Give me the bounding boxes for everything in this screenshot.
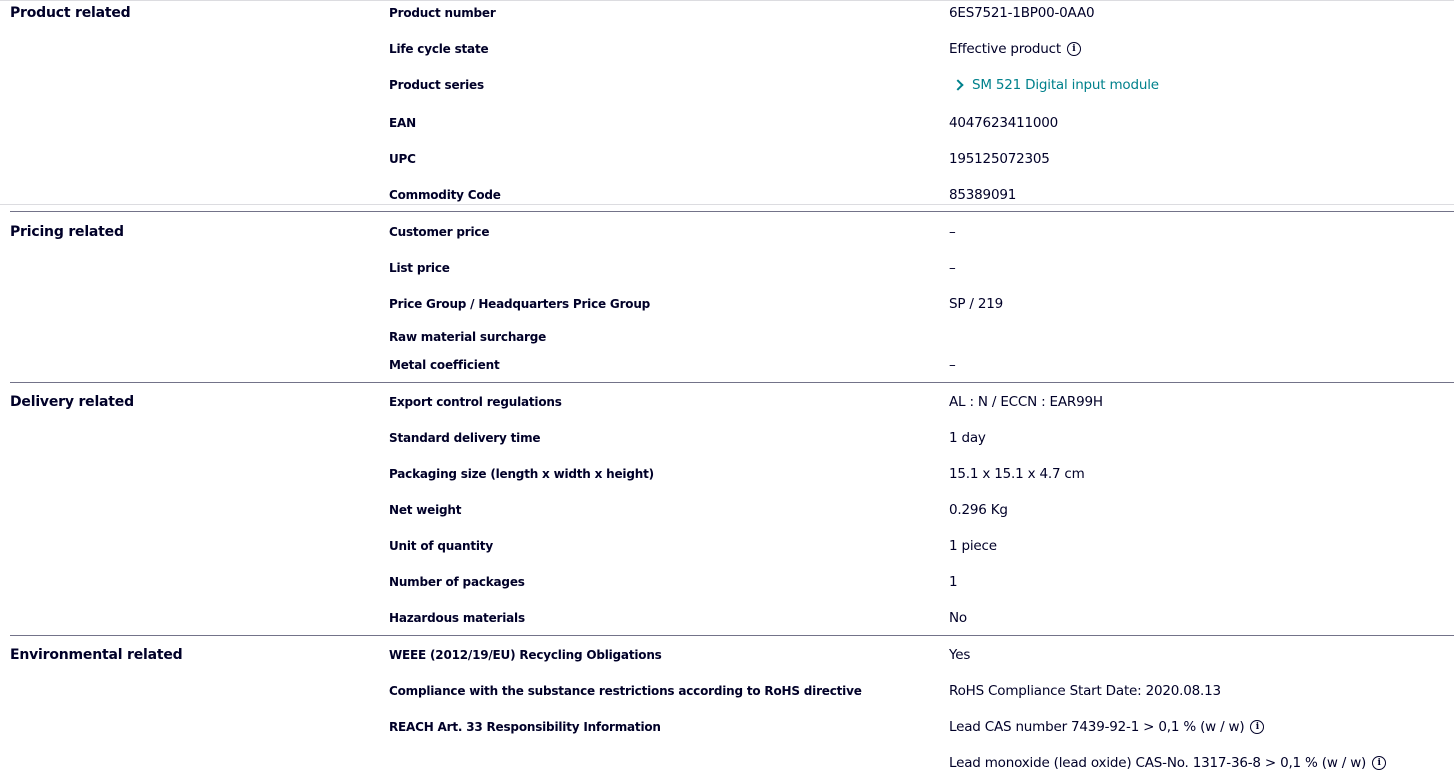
value-ean: 4047623411000 xyxy=(949,115,1059,131)
row-rohs xyxy=(0,681,1454,701)
row-number-of-packages xyxy=(0,572,1454,592)
value-net-weight: 0.296 Kg xyxy=(949,502,1008,518)
label-price-group: Price Group / Headquarters Price Group xyxy=(389,297,651,311)
section-divider xyxy=(10,382,1454,383)
value-packaging-size: 15.1 x 15.1 x 4.7 cm xyxy=(949,466,1085,482)
label-export-control: Export control regulations xyxy=(389,395,562,409)
label-weee: WEEE (2012/19/EU) Recycling Obligations xyxy=(389,648,662,662)
label-list-price: List price xyxy=(389,261,450,275)
value-customer-price: – xyxy=(949,224,956,240)
reach-lead-text: Lead CAS number 7439-92-1 > 0,1 % (w / w) xyxy=(949,719,1245,735)
row-net-weight xyxy=(0,500,1454,520)
value-weee: Yes xyxy=(949,647,971,663)
label-packaging-size: Packaging size (length x width x height) xyxy=(389,467,654,481)
row-ean xyxy=(0,113,1454,133)
section-divider xyxy=(10,635,1454,636)
value-hazardous-materials: No xyxy=(949,610,967,626)
label-hazardous-materials: Hazardous materials xyxy=(389,611,525,625)
label-ean: EAN xyxy=(389,116,416,130)
row-life-cycle-state xyxy=(0,39,1454,59)
row-price-group xyxy=(0,294,1454,314)
row-upc xyxy=(0,149,1454,169)
value-standard-delivery-time: 1 day xyxy=(949,430,986,446)
row-commodity-code xyxy=(0,185,1454,205)
info-circle-icon[interactable]: i xyxy=(1372,756,1386,770)
value-rohs: RoHS Compliance Start Date: 2020.08.13 xyxy=(949,683,1221,699)
row-raw-material-surcharge xyxy=(0,327,1454,347)
life-cycle-state-text: Effective product xyxy=(949,41,1061,57)
value-commodity-code: 85389091 xyxy=(949,187,1017,203)
value-metal-coefficient: – xyxy=(949,357,956,373)
top-border xyxy=(0,0,1454,1)
row-customer-price xyxy=(0,222,1454,242)
section-title-environmental-related: Environmental related xyxy=(10,647,183,663)
row-standard-delivery-time xyxy=(0,428,1454,448)
label-unit-of-quantity: Unit of quantity xyxy=(389,539,493,553)
label-raw-material-surcharge: Raw material surcharge xyxy=(389,330,547,344)
label-metal-coefficient: Metal coefficient xyxy=(389,358,500,372)
label-product-series: Product series xyxy=(389,78,484,92)
row-product-number xyxy=(0,3,1454,23)
value-list-price: – xyxy=(949,260,956,276)
label-rohs: Compliance with the substance restrictions according to RoHS directive xyxy=(389,684,862,698)
row-list-price xyxy=(0,258,1454,278)
label-customer-price: Customer price xyxy=(389,225,490,239)
label-net-weight: Net weight xyxy=(389,503,462,517)
chevron-right-icon xyxy=(952,79,963,90)
row-reach xyxy=(0,717,1454,737)
product-series-link[interactable] xyxy=(949,75,1159,95)
label-upc: UPC xyxy=(389,152,416,166)
row-weee xyxy=(0,645,1454,665)
row-metal-coefficient xyxy=(0,355,1454,375)
label-life-cycle-state: Life cycle state xyxy=(389,42,489,56)
value-export-control: AL : N / ECCN : EAR99H xyxy=(949,394,1103,410)
value-upc: 195125072305 xyxy=(949,151,1050,167)
row-product-series xyxy=(0,75,1454,95)
info-circle-icon[interactable]: i xyxy=(1250,720,1264,734)
section-title-pricing-related: Pricing related xyxy=(10,224,124,240)
section-title-product-related: Product related xyxy=(10,5,131,21)
row-separator xyxy=(0,204,1454,205)
row-packaging-size xyxy=(0,464,1454,484)
value-price-group: SP / 219 xyxy=(949,296,1004,312)
product-series-link-text[interactable]: SM 521 Digital input module xyxy=(972,77,1159,93)
label-reach: REACH Art. 33 Responsibility Information xyxy=(389,720,661,734)
label-standard-delivery-time: Standard delivery time xyxy=(389,431,541,445)
value-reach-lead-monoxide xyxy=(949,753,1386,773)
label-commodity-code: Commodity Code xyxy=(389,188,501,202)
value-unit-of-quantity: 1 piece xyxy=(949,538,997,554)
value-reach-lead xyxy=(949,717,1264,737)
label-number-of-packages: Number of packages xyxy=(389,575,525,589)
row-hazardous-materials xyxy=(0,608,1454,628)
reach-lead-monoxide-text: Lead monoxide (lead oxide) CAS-No. 1317-36-8 > 0,1 % (w / w) xyxy=(949,755,1367,771)
row-unit-of-quantity xyxy=(0,536,1454,556)
row-reach-lead-monoxide xyxy=(0,753,1454,773)
value-product-number: 6ES7521-1BP00-0AA0 xyxy=(949,5,1095,21)
value-life-cycle-state xyxy=(949,39,1081,59)
info-circle-icon[interactable]: i xyxy=(1067,42,1081,56)
section-divider xyxy=(10,211,1454,212)
section-title-delivery-related: Delivery related xyxy=(10,394,134,410)
row-export-control xyxy=(0,392,1454,412)
value-number-of-packages: 1 xyxy=(949,574,958,590)
label-product-number: Product number xyxy=(389,6,496,20)
